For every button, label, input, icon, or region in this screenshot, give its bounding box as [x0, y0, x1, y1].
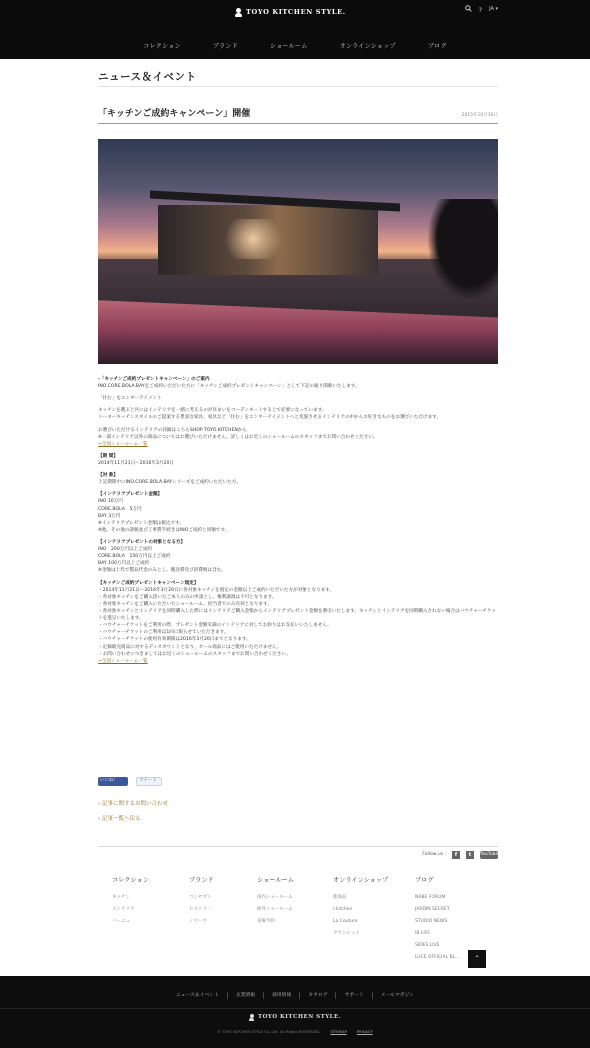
section-title: ニュース＆イベント — [98, 71, 197, 83]
sitemap-link[interactable]: IB LIFE — [415, 930, 431, 936]
sitemap-heading[interactable]: ブログ — [415, 877, 434, 884]
sitemap-link[interactable]: NABE FORUM — [415, 894, 446, 900]
article-text: INO 200万円以上ご成約 — [98, 547, 152, 553]
sitemap-link[interactable]: JARDIN SECRET — [415, 906, 450, 912]
utility-nav — [465, 5, 498, 15]
article-text: ・定価販売商品に対するディスカウントとなり、セール商品にはご使用いただけません。 — [98, 644, 282, 650]
sitemap-link[interactable]: インテリア — [112, 906, 135, 912]
article-text: ・各対象キッチンをご購入いただいたショールーム、担当者でのみ有効となります。 — [98, 601, 272, 607]
article-subheading: 【キッチンご成約プレゼントキャンペーン規定】 — [98, 580, 199, 586]
article-text: INO.CORE.BOLA.BAYをご成約いただいた方に「キッチンご成約プレゼントキャンペーン」として下記の通り開催いたします。 — [98, 384, 360, 390]
sitemap-heading[interactable]: ブランド — [189, 877, 214, 884]
follow-label: Follow us : — [422, 851, 446, 857]
hero-image — [98, 139, 498, 364]
article-date: 2015年10月30日 — [461, 113, 498, 118]
sitemap-link[interactable]: アウトレット — [333, 930, 360, 936]
article-subheading: 【期 間】 — [98, 453, 118, 459]
page-top-button[interactable] — [468, 950, 486, 968]
follow-divider — [98, 846, 498, 847]
sitemap-link[interactable]: バーニュ — [112, 918, 130, 924]
facebook-like-button[interactable] — [98, 777, 128, 786]
article-text: 2014年11月21日〜2016年3月20日 — [98, 460, 174, 466]
article-text: ・各対象キッチンとインテリアを同時購入した際にはインテリアご購入金額からインテリアプレゼント金額を割引いたします。キッチンとインテリアを同時購入されない場合はバウチャーチケットを進呈いたします。 — [98, 608, 496, 622]
sitemap-link[interactable]: STUDIO NEWS — [415, 918, 448, 924]
footer-link-support[interactable]: サポート — [335, 992, 371, 999]
article-subheading: 【インテリアプレゼントの対象となる方】 — [98, 539, 186, 545]
help-icon[interactable]: ? — [478, 6, 483, 14]
sitemap-link[interactable]: LUCE OFFICIAL BL... — [415, 954, 460, 960]
twitter-icon[interactable]: t — [466, 851, 474, 859]
sitemap-heading[interactable]: オンラインショップ — [333, 877, 389, 884]
footer-link-catalog[interactable]: カタログ — [299, 992, 335, 999]
article-text: ※一部インテリア以外の商品についてはお選びいただけません。詳しくはお近くのショールームのスタッフまでお問い合わせください。 — [98, 434, 378, 440]
footer-logo[interactable] — [248, 1013, 341, 1022]
article-text: BAY 3万円 — [98, 513, 121, 519]
nav-item-brand[interactable]: ブランド — [212, 43, 239, 50]
chevron-up-icon: ⌃ — [474, 955, 480, 962]
brand-name: TOYO KITCHEN STYLE. — [246, 7, 346, 16]
article-text: ※金額は上代で製品代金のみとし、搬送費及び消費税は含む。 — [98, 568, 226, 574]
article-text: 上記期間中にINO.CORE.BOLA.BAYシリーズをご成約いただいた方。 — [98, 480, 241, 486]
sitemap-link[interactable]: 来場予約 — [257, 918, 275, 924]
article-text: INO 10万円 — [98, 499, 123, 505]
section-divider — [98, 86, 498, 87]
article-divider — [98, 123, 498, 124]
privacy-link[interactable]: PRIVACY — [356, 1029, 373, 1034]
article-text: CORE.BOLA 150万円以上ご成約 — [98, 554, 171, 560]
top-header — [0, 0, 590, 59]
footer-nav — [0, 992, 590, 999]
footer-divider — [0, 1008, 590, 1009]
article-text: お選びいただけるインテリアの詳細はこちらSHOP TOYO KITCHENから — [98, 427, 247, 433]
sitemap-link[interactable]: キッチン — [112, 894, 130, 900]
sitemap-link[interactable]: コンセプト — [189, 894, 212, 900]
article-text: CORE.BOLA 5万円 — [98, 506, 142, 512]
article-text: ※インテリアプレゼント金額は税込です。 — [98, 520, 184, 526]
sitemap-link[interactable]: ノウハウ — [189, 918, 207, 924]
search-icon[interactable] — [465, 5, 472, 15]
article-text: ※他、その他の諸税並び工事費手続きはINOご成約と同額です。 — [98, 527, 230, 533]
nav-item-blog[interactable]: ブログ — [427, 43, 447, 50]
sitemap-link[interactable]: 海外ショールーム — [257, 906, 293, 912]
article-text: ・バウチャーチケットのご利用は1回に限らせていただきます。 — [98, 630, 229, 636]
sitemap-heading[interactable]: コレクション — [112, 877, 149, 884]
language-select[interactable]: JA ▾ — [489, 6, 498, 13]
sitemap-col-online-shop — [333, 876, 415, 964]
footer-link-news[interactable]: ニュース＆イベント — [175, 993, 219, 998]
footer-link-company[interactable]: 企業情報 — [227, 992, 263, 999]
article-text: キッチンを選ぶと共にはインテリアを一緒に考えるのが住まいをコーディネートする上で必要になっています。 — [98, 408, 327, 414]
article-text: ・バウチャーチケットの使用有効期限は2016年3月20日までとなります。 — [98, 637, 251, 643]
footer-link-newsletter[interactable]: メールマガジン — [372, 992, 422, 999]
brand-logo[interactable] — [234, 6, 346, 18]
sitemap-link[interactable]: 新商品 — [333, 894, 347, 900]
article-text: ・お問い合わせにつきましてはお近くのショールームのスタッフまでお問い合わせください。 — [98, 651, 291, 657]
sitemap-link[interactable]: La Couture — [333, 918, 358, 924]
article-text: ・各対象キッチンをご購入頂いたご本人のみの申請とし、権利譲渡は不可となります。 — [98, 594, 277, 600]
nav-item-online-shop[interactable]: オンラインショップ — [339, 43, 396, 50]
tweet-label: ツイート — [139, 778, 157, 784]
nav-item-showroom[interactable]: ショールーム — [270, 43, 308, 50]
article-text: 「住む」をエンターテイメント — [98, 396, 162, 402]
contact-link[interactable]: › 記事に関するお問い合わせ — [98, 800, 168, 809]
sitemap-col-collection — [112, 876, 189, 964]
article-subheading: -「キッチンご成約プレゼントキャンペーン」のご案内 — [98, 377, 210, 382]
sitemap-heading[interactable]: ショールーム — [257, 877, 294, 884]
showroom-list-link[interactable]: →全国ショールーム一覧 — [98, 658, 148, 664]
article-text: ・バウチャーチケットをご利用の際、プレゼント金額未満のインテリアに対してお釣りはお支払いいたしません。 — [98, 623, 332, 629]
footer-link-recruit[interactable]: 採用情報 — [263, 992, 299, 999]
nav-item-collection[interactable]: コレクション — [143, 43, 181, 50]
article-subheading: 【インテリアプレゼント金額】 — [98, 492, 163, 498]
showroom-list-link[interactable]: →全国ショールーム一覧 — [98, 441, 148, 447]
hero-light — [218, 219, 288, 259]
hero-tree — [428, 199, 498, 299]
article-text: BAY 100万円以上ご成約 — [98, 561, 150, 567]
sitemap-link[interactable]: i-kitchen — [333, 906, 353, 912]
article-text: ・2014年11月21日〜2016年3月20日に各対象キッチンを規定の金額以上ご成約いただいた方が対象となります。 — [98, 587, 335, 593]
brand-mark-icon — [248, 1014, 255, 1021]
site-footer — [0, 976, 590, 1048]
article-title: 「キッチンご成約キャンペーン」開催 — [98, 109, 251, 119]
tweet-button[interactable] — [136, 777, 162, 786]
global-nav — [0, 42, 590, 51]
facebook-icon[interactable]: f — [452, 851, 460, 859]
article-text: トーヨーキッチンスタイルのご提案する豊富な家具、家具など「住む」をエンターテイメントへと変貌させるインテリアの中からお好きなものをお選びいただけます。 — [98, 415, 442, 421]
copyright-text: © TOYO KITCHEN STYLE Co.,Ltd. All Rights RESERVED. — [217, 1029, 321, 1034]
sitemap-link[interactable]: SITEMAP — [330, 1029, 347, 1034]
footer-brand-name: TOYO KITCHEN STYLE. — [258, 1014, 342, 1020]
brand-mark-icon — [234, 8, 243, 17]
follow-bar — [422, 851, 498, 859]
facebook-like-label: いいね！ — [100, 778, 118, 784]
sitemap-col-showroom — [257, 876, 333, 964]
sitemap-col-brand — [189, 876, 257, 964]
sitemap-link[interactable]: SIDES LIVE — [415, 942, 440, 948]
article-subheading: 【対 象】 — [98, 473, 118, 479]
sitemap-link[interactable]: 国内ショールーム — [257, 894, 293, 900]
sitemap-link[interactable]: ヒストリー — [189, 906, 212, 912]
youtube-icon[interactable]: YouTube — [480, 852, 499, 857]
article-body — [98, 376, 498, 665]
back-to-list-link[interactable]: › 記事一覧へ戻る — [98, 815, 140, 824]
footer-sitemap — [112, 876, 485, 964]
copyright-bar — [0, 1029, 590, 1035]
